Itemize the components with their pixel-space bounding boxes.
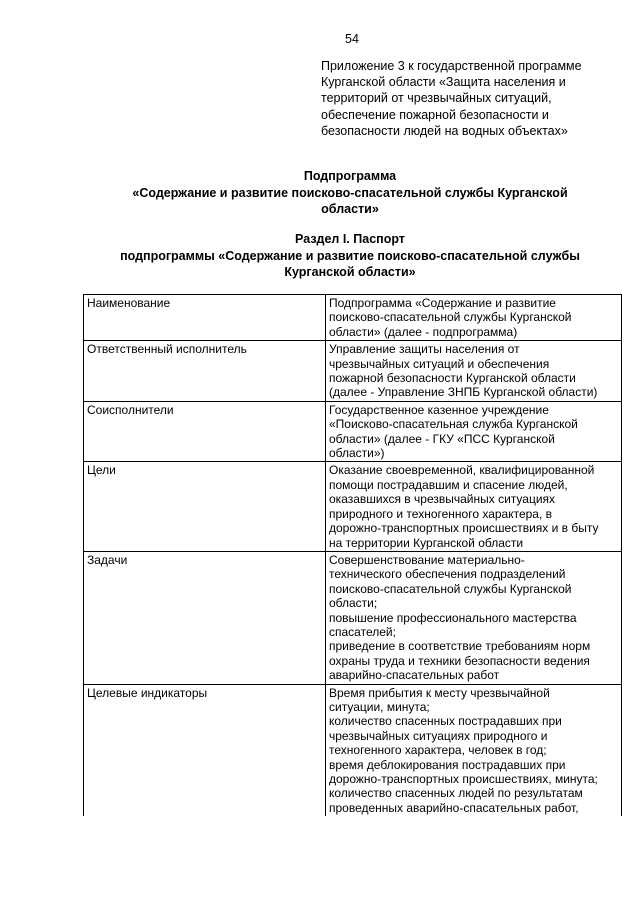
passport-value-line: чрезвычайных ситуаций и обеспечения (329, 356, 550, 371)
passport-value-line: на территории Курганской области (329, 535, 524, 550)
subprogram-title (70, 168, 630, 218)
passport-row-name: Соисполнители (84, 401, 326, 462)
passport-value-line: пожарной безопасности Курганской области (329, 371, 576, 386)
passport-value-line: технического обеспечения подразделений (329, 567, 566, 582)
passport-row-name: Задачи (84, 551, 326, 684)
subprogram-title-line: «Содержание и развитие поисково-спасательной службы Курганской (132, 185, 568, 200)
passport-row-value (326, 684, 622, 816)
passport-value-line: (далее - Управление ЗНПБ Курганской области) (329, 385, 598, 400)
appendix-line: обеспечение пожарной безопасности и (321, 107, 549, 122)
passport-value-line: дорожно-транспортных происшествиях и в быту (329, 521, 599, 536)
passport-table-body (84, 295, 622, 817)
passport-value-line: Оказание своевременной, квалифицированной (329, 463, 595, 478)
passport-value-line: количество спасенных людей по результатам (329, 786, 583, 801)
passport-value-line: поисково-спасательной службы Курганской (329, 581, 572, 596)
passport-value-line: области» (далее - подпрограмма) (329, 324, 518, 339)
passport-value-line: приведение в соответствие требованиям норм (329, 639, 591, 654)
passport-value-line: Государственное казенное учреждение (329, 402, 549, 417)
passport-value-line: охраны труда и техники безопасности ведения (329, 653, 590, 668)
passport-value-line: дорожно-транспортных происшествиях, минута; (329, 772, 598, 786)
passport-value-line: Подпрограмма «Содержание и развитие (329, 296, 556, 310)
section-title-line: Курганской области» (284, 265, 416, 279)
passport-row-value (326, 462, 622, 551)
passport-value-line: области» (далее - ГКУ «ПСС Курганской (329, 431, 555, 446)
appendix-line: Курганской области «Защита населения и (321, 75, 566, 90)
passport-value-line: ситуации, минута; (329, 699, 430, 714)
passport-row-value (326, 295, 622, 341)
passport-table (83, 294, 622, 816)
passport-value-line: аварийно-спасательных работ (329, 668, 500, 683)
appendix-line: безопасности людей на водных объектах» (321, 123, 568, 138)
section-title-line: подпрограммы «Содержание и развитие поисково-спасательной службы (120, 248, 580, 263)
passport-value-line: области; (329, 596, 378, 611)
passport-value-line: Время прибытия к месту чрезвычайной (329, 685, 550, 700)
page-number: 54 (345, 32, 359, 46)
section-title (70, 231, 630, 281)
passport-value-line: повышение профессионального мастерства (329, 610, 577, 625)
passport-row-value (326, 401, 622, 462)
passport-row (84, 462, 622, 551)
passport-row-name: Наименование (84, 295, 326, 341)
appendix-note (321, 58, 621, 139)
passport-value-line: поисково-спасательной службы Курганской (329, 310, 572, 325)
appendix-line: территорий от чрезвычайных ситуаций, (321, 91, 552, 106)
passport-value-line: природного и техногенного характера, в (329, 506, 553, 521)
subprogram-title-line: Подпрограмма (303, 169, 397, 183)
passport-value-line: области») (329, 446, 385, 461)
passport-value-line: количество спасенных пострадавших при (329, 714, 562, 729)
passport-value-line: спасателей; (329, 624, 396, 639)
passport-value-line: оказавшихся в чрезвычайных ситуациях (329, 492, 556, 507)
passport-row (84, 295, 622, 341)
passport-value-line: проведенных аварийно-спасательных работ, (329, 800, 579, 815)
passport-value-line: чрезвычайных ситуациях природного и (329, 728, 548, 743)
passport-value-line: время деблокирования пострадавших при (329, 757, 566, 772)
passport-row-value (326, 551, 622, 684)
passport-value-line: помощи пострадавшим и спасение людей, (329, 477, 568, 492)
passport-value-line: Управление защиты населения от (329, 342, 520, 357)
passport-row-name: Целевые индикаторы (84, 684, 326, 816)
passport-row-name: Цели (84, 462, 326, 551)
passport-row (84, 684, 622, 816)
section-title-line: Раздел I. Паспорт (295, 232, 405, 246)
passport-value-line: Совершенствование материально- (329, 552, 525, 567)
passport-value-line: техногенного характера, человек в год; (329, 743, 547, 758)
subprogram-title-line: области» (321, 202, 379, 216)
passport-row-name: Ответственный исполнитель (84, 341, 326, 402)
passport-row (84, 551, 622, 684)
passport-row (84, 341, 622, 402)
passport-value-line: «Поисково-спасательная служба Курганской (329, 417, 578, 432)
passport-row-value (326, 341, 622, 402)
appendix-line: Приложение 3 к государственной программе (321, 59, 582, 73)
passport-row (84, 401, 622, 462)
